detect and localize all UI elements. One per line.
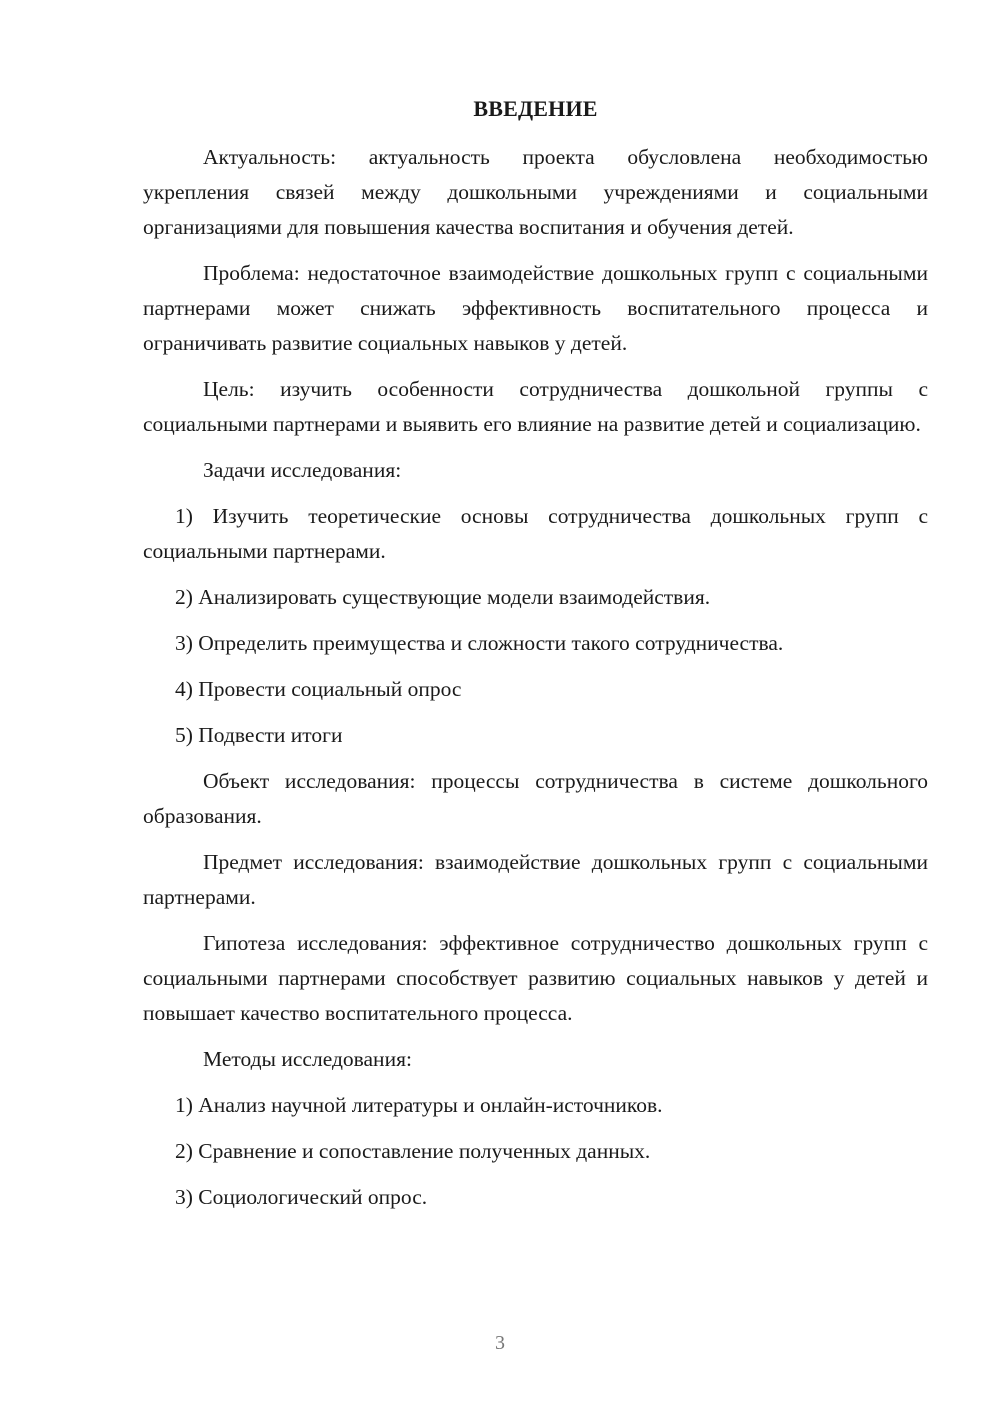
task-item-5: 5) Подвести итоги (175, 723, 343, 747)
page-title: ВВЕДЕНИЕ (473, 96, 598, 121)
method-item-2: 2) Сравнение и сопоставление полученных данных. (175, 1139, 651, 1163)
problem-paragraph: Проблема: недостаточное взаимодействие дошкольных групп с социальными партнерами может снижать эффективность воспитательного процесса и ограничивать развитие социальных навыков у детей. (143, 261, 928, 355)
method-item-1: 1) Анализ научной литературы и онлайн-источников. (175, 1093, 663, 1117)
subject-paragraph: Предмет исследования: взаимодействие дошкольных групп с социальными партнерами. (143, 850, 928, 909)
task-item-1: 1) Изучить теоретические основы сотрудничества дошкольных групп с социальными партнерами. (143, 504, 928, 563)
method-item-3: 3) Социологический опрос. (175, 1185, 428, 1209)
task-item-4: 4) Провести социальный опрос (175, 677, 462, 701)
goal-paragraph: Цель: изучить особенности сотрудничества дошкольной группы с социальными партнерами и выявить его влияние на развитие детей и социализацию. (143, 377, 928, 436)
page-number: 3 (495, 1332, 505, 1354)
task-item-2: 2) Анализировать существующие модели взаимодействия. (175, 585, 711, 609)
document-page (143, 92, 928, 1226)
hypothesis-paragraph: Гипотеза исследования: эффективное сотрудничество дошкольных групп с социальными партнерами способствует развитию социальных навыков у детей и повышает качество воспитательного процесса. (143, 931, 928, 1025)
relevance-paragraph: Актуальность: актуальность проекта обусловлена необходимостью укрепления связей между дошкольными учреждениями и социальными организациями для повышения качества воспитания и обучения детей. (143, 145, 928, 239)
tasks-heading: Задачи исследования: (203, 458, 402, 482)
methods-heading: Методы исследования: (203, 1047, 412, 1071)
task-item-3: 3) Определить преимущества и сложности такого сотрудничества. (175, 631, 784, 655)
object-paragraph: Объект исследования: процессы сотрудничества в системе дошкольного образования. (143, 769, 928, 828)
